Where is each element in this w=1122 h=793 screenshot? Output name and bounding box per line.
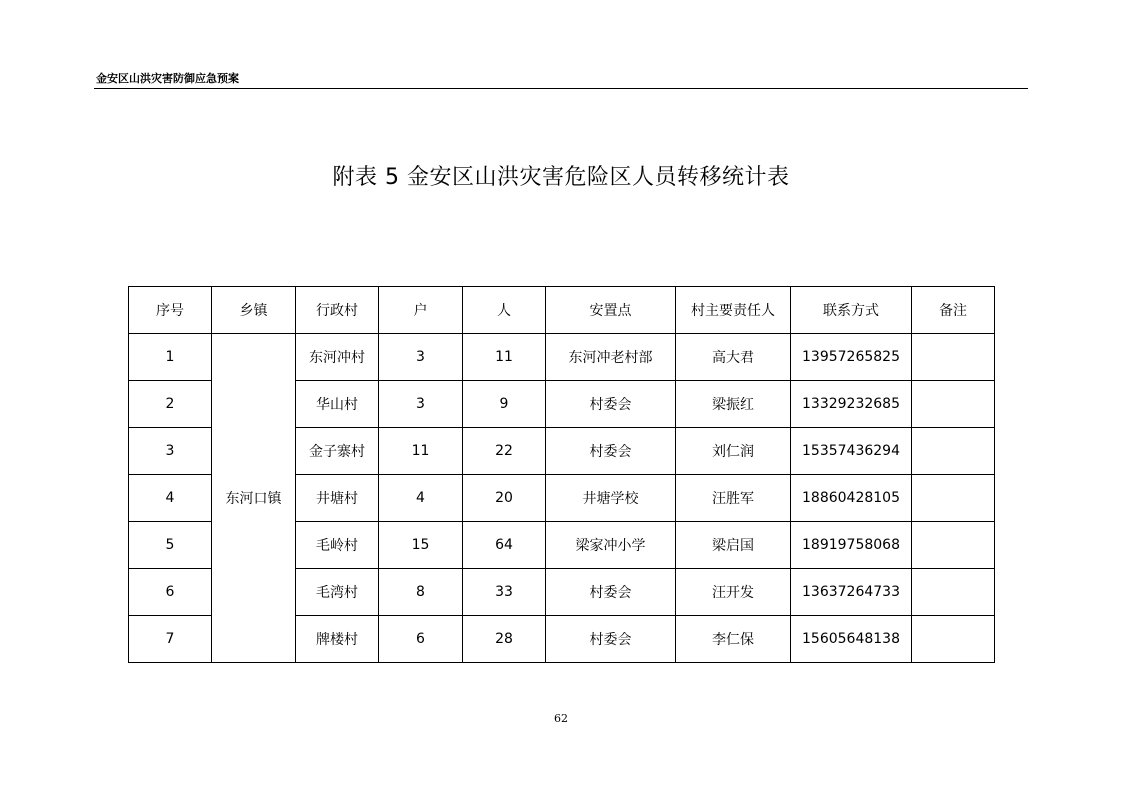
cell-shelter: 梁家冲小学: [546, 522, 676, 569]
cell-village: 毛岭村: [296, 522, 379, 569]
cell-shelter: 村委会: [546, 381, 676, 428]
cell-people: 22: [463, 428, 546, 475]
cell-contact: 13957265825: [791, 334, 912, 381]
cell-note: [912, 475, 995, 522]
cell-leader: 梁启国: [676, 522, 791, 569]
cell-note: [912, 428, 995, 475]
cell-leader: 李仁保: [676, 616, 791, 663]
cell-leader: 高大君: [676, 334, 791, 381]
cell-village: 东河冲村: [296, 334, 379, 381]
cell-people: 64: [463, 522, 546, 569]
cell-households: 8: [379, 569, 463, 616]
page-number: 62: [554, 712, 568, 725]
cell-leader: 梁振红: [676, 381, 791, 428]
header-rule: [94, 88, 1028, 89]
cell-households: 4: [379, 475, 463, 522]
column-header-contact: 联系方式: [791, 287, 912, 334]
column-header-town: 乡镇: [212, 287, 296, 334]
cell-contact: 18919758068: [791, 522, 912, 569]
cell-town: 东河口镇: [212, 334, 296, 663]
column-header-leader: 村主要责任人: [676, 287, 791, 334]
cell-people: 11: [463, 334, 546, 381]
cell-people: 28: [463, 616, 546, 663]
cell-contact: 13329232685: [791, 381, 912, 428]
cell-contact: 13637264733: [791, 569, 912, 616]
cell-no: 7: [129, 616, 212, 663]
cell-note: [912, 334, 995, 381]
page-title: 附表 5 金安区山洪灾害危险区人员转移统计表: [332, 165, 790, 190]
running-header: 金安区山洪灾害防御应急预案: [96, 72, 239, 85]
column-header-households: 户: [379, 287, 463, 334]
cell-note: [912, 616, 995, 663]
cell-note: [912, 569, 995, 616]
cell-village: 华山村: [296, 381, 379, 428]
cell-contact: 15357436294: [791, 428, 912, 475]
cell-village: 金子寨村: [296, 428, 379, 475]
cell-households: 3: [379, 334, 463, 381]
cell-contact: 18860428105: [791, 475, 912, 522]
cell-no: 5: [129, 522, 212, 569]
cell-no: 6: [129, 569, 212, 616]
table-header-row: [129, 287, 995, 334]
column-header-no: 序号: [129, 287, 212, 334]
cell-shelter: 井塘学校: [546, 475, 676, 522]
cell-village: 牌楼村: [296, 616, 379, 663]
cell-no: 4: [129, 475, 212, 522]
cell-households: 6: [379, 616, 463, 663]
cell-shelter: 村委会: [546, 428, 676, 475]
column-header-village: 行政村: [296, 287, 379, 334]
cell-people: 20: [463, 475, 546, 522]
cell-households: 11: [379, 428, 463, 475]
cell-households: 3: [379, 381, 463, 428]
cell-note: [912, 381, 995, 428]
column-header-shelter: 安置点: [546, 287, 676, 334]
cell-no: 1: [129, 334, 212, 381]
transfer-statistics-table: [128, 286, 995, 663]
cell-leader: 汪开发: [676, 569, 791, 616]
cell-people: 33: [463, 569, 546, 616]
column-header-note: 备注: [912, 287, 995, 334]
table-row: [129, 334, 995, 381]
cell-no: 3: [129, 428, 212, 475]
cell-contact: 15605648138: [791, 616, 912, 663]
cell-leader: 汪胜军: [676, 475, 791, 522]
cell-shelter: 村委会: [546, 616, 676, 663]
cell-people: 9: [463, 381, 546, 428]
cell-shelter: 东河冲老村部: [546, 334, 676, 381]
cell-note: [912, 522, 995, 569]
cell-shelter: 村委会: [546, 569, 676, 616]
cell-leader: 刘仁润: [676, 428, 791, 475]
cell-village: 毛湾村: [296, 569, 379, 616]
column-header-people: 人: [463, 287, 546, 334]
cell-no: 2: [129, 381, 212, 428]
cell-village: 井塘村: [296, 475, 379, 522]
cell-households: 15: [379, 522, 463, 569]
